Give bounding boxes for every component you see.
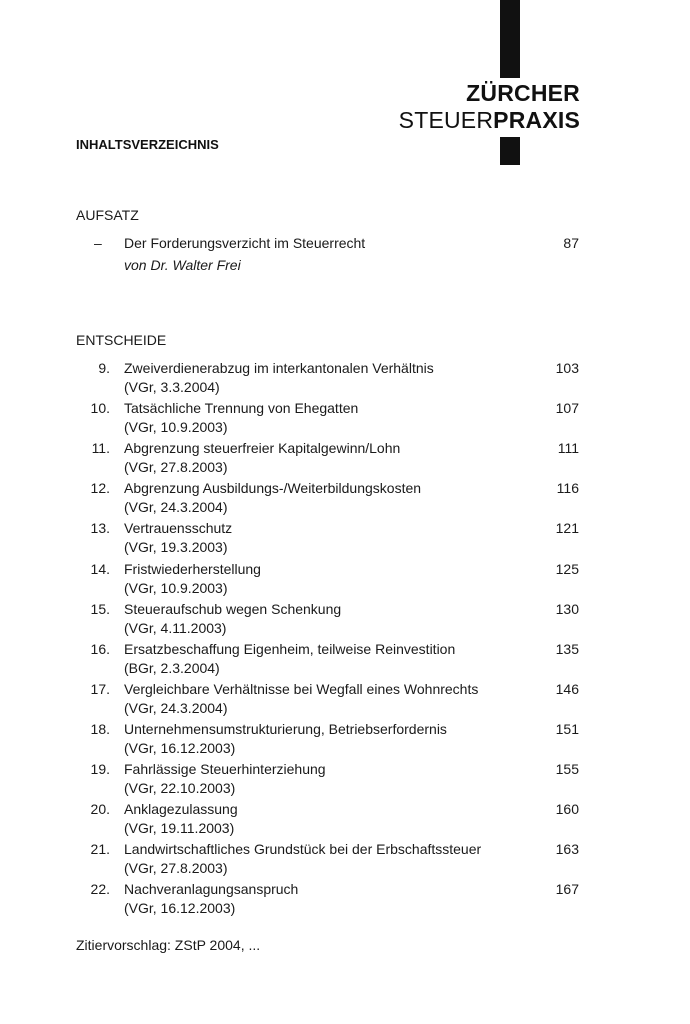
entry-number: 18. bbox=[90, 720, 110, 737]
aufsatz-author: von Dr. Walter Frei bbox=[124, 257, 241, 273]
entry-number: 19. bbox=[90, 761, 110, 777]
entry-page: 135 bbox=[555, 640, 579, 657]
entry-number: 15. bbox=[90, 600, 110, 617]
entry-page: 163 bbox=[555, 841, 579, 858]
entry-title: Abgrenzung Ausbildungs-/Weiterbildungskosten bbox=[124, 480, 422, 497]
entry-page: 146 bbox=[555, 680, 579, 697]
entry-title: Ersatzbeschaffung Eigenheim, teilweise Reinvestition bbox=[124, 640, 456, 657]
entry-court-date: (VGr, 27.8.2003) bbox=[124, 459, 228, 476]
toc-entry bbox=[0, 400, 690, 440]
entry-court-date: (VGr, 16.12.2003) bbox=[124, 739, 236, 756]
entry-number: 13. bbox=[90, 520, 110, 537]
entry-title: Steueraufschub wegen Schenkung bbox=[124, 600, 342, 617]
masthead-title-line1: ZÜRCHER bbox=[466, 80, 580, 106]
toc-entry bbox=[0, 641, 690, 681]
toc-entry bbox=[0, 721, 690, 761]
entry-court-date: (VGr, 24.3.2004) bbox=[124, 499, 228, 516]
entry-page: 121 bbox=[555, 520, 579, 537]
entry-page: 130 bbox=[555, 600, 579, 617]
entry-title: Vergleichbare Verhältnisse bei Wegfall eines Wohnrechts bbox=[124, 680, 479, 697]
entry-title: Abgrenzung steuerfreier Kapitalgewinn/Lohn bbox=[124, 440, 401, 457]
toc-entry bbox=[0, 520, 690, 560]
masthead-bar-bottom bbox=[500, 137, 520, 165]
toc-title: INHALTSVERZEICHNIS bbox=[76, 137, 219, 152]
entry-title: Landwirtschaftliches Grundstück bei der Erbschaftssteuer bbox=[124, 841, 482, 858]
entry-page: 111 bbox=[557, 440, 579, 457]
entry-number: 22. bbox=[90, 881, 110, 898]
section-heading-entscheide: ENTSCHEIDE bbox=[76, 332, 167, 348]
entry-title: Vertrauensschutz bbox=[124, 520, 233, 537]
entry-court-date: (VGr, 4.11.2003) bbox=[124, 619, 227, 636]
entry-number: 14. bbox=[90, 560, 110, 577]
entry-court-date: (BGr, 2.3.2004) bbox=[124, 659, 220, 676]
aufsatz-title: Der Forderungsverzicht im Steuerrecht bbox=[124, 235, 366, 251]
entry-page: 151 bbox=[555, 720, 579, 737]
masthead-title-line2 bbox=[399, 107, 580, 134]
entry-page: 107 bbox=[555, 400, 579, 417]
entry-number: 17. bbox=[90, 680, 110, 697]
entry-title: Unternehmensumstrukturierung, Betriebserfordernis bbox=[124, 720, 447, 737]
toc-entry bbox=[0, 360, 690, 400]
entry-title: Anklagezulassung bbox=[124, 801, 238, 818]
entry-page: 103 bbox=[555, 360, 579, 376]
toc-entry bbox=[0, 841, 690, 881]
entry-court-date: (VGr, 24.3.2004) bbox=[124, 699, 228, 716]
entry-number: 10. bbox=[90, 400, 110, 417]
entry-court-date: (VGr, 19.11.2003) bbox=[124, 820, 235, 837]
entry-page: 167 bbox=[555, 881, 579, 898]
entry-number: 16. bbox=[90, 640, 110, 657]
entry-number: 11. bbox=[91, 440, 110, 457]
entry-number: 21. bbox=[90, 841, 110, 858]
entry-page: 125 bbox=[555, 560, 579, 577]
masthead-title-bold: PRAXIS bbox=[493, 107, 580, 133]
entry-title: Tatsächliche Trennung von Ehegatten bbox=[124, 400, 359, 417]
masthead-bar-top bbox=[500, 0, 520, 78]
toc-entry bbox=[0, 480, 690, 520]
toc-entry bbox=[0, 601, 690, 641]
aufsatz-dash: – bbox=[94, 235, 102, 251]
entry-title: Fristwiederherstellung bbox=[124, 560, 261, 577]
entry-title: Zweiverdienerabzug im interkantonalen Verhältnis bbox=[124, 360, 434, 376]
aufsatz-entry bbox=[0, 235, 690, 255]
entry-number: 9. bbox=[98, 360, 110, 376]
toc-entry bbox=[0, 681, 690, 721]
toc-entry bbox=[0, 801, 690, 841]
entry-number: 20. bbox=[90, 801, 110, 818]
toc-entry bbox=[0, 561, 690, 601]
masthead-title-regular: STEUER bbox=[398, 107, 494, 133]
entry-court-date: (VGr, 10.9.2003) bbox=[124, 419, 228, 436]
entry-court-date: (VGr, 22.10.2003) bbox=[124, 780, 236, 796]
entry-number: 12. bbox=[90, 480, 110, 497]
toc-entry bbox=[0, 881, 690, 921]
entry-court-date: (VGr, 3.3.2004) bbox=[124, 379, 220, 395]
entry-court-date: (VGr, 27.8.2003) bbox=[124, 860, 228, 877]
citation-note: Zitiervorschlag: ZStP 2004, ... bbox=[76, 937, 261, 953]
aufsatz-page: 87 bbox=[563, 235, 579, 251]
entry-title: Nachveranlagungsanspruch bbox=[124, 881, 299, 898]
entry-court-date: (VGr, 10.9.2003) bbox=[124, 579, 228, 596]
toc-entry bbox=[0, 440, 690, 480]
entry-page: 160 bbox=[555, 801, 579, 818]
toc-entry bbox=[0, 761, 690, 801]
entry-court-date: (VGr, 19.3.2003) bbox=[124, 539, 228, 556]
entry-page: 155 bbox=[555, 761, 579, 777]
entry-page: 116 bbox=[556, 480, 579, 497]
section-heading-aufsatz: AUFSATZ bbox=[76, 207, 139, 223]
entry-title: Fahrlässige Steuerhinterziehung bbox=[124, 761, 326, 777]
entry-court-date: (VGr, 16.12.2003) bbox=[124, 900, 236, 917]
